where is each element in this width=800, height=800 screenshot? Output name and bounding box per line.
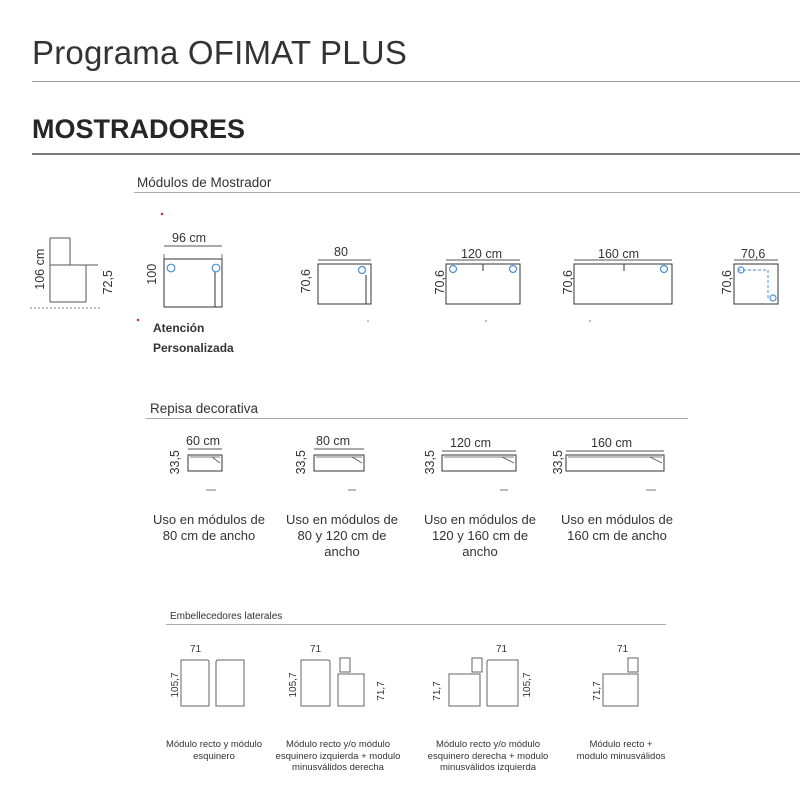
- module-corner-depth-label: 70,6: [719, 270, 734, 295]
- modulos-divider: [134, 192, 800, 193]
- emb-2-low-label: 71,7: [376, 681, 387, 701]
- modulos-title: Módulos de Mostrador: [137, 175, 272, 190]
- emb-2-height-label: 105,7: [288, 672, 299, 698]
- section-title: MOSTRADORES: [32, 114, 246, 144]
- module-160-width-label: 160 cm: [598, 247, 639, 261]
- red-marker: [136, 318, 140, 322]
- repisa-60-caption: Uso en módulos de 80 cm de ancho: [152, 512, 265, 543]
- module-120-drawing: [444, 258, 524, 328]
- repisa-80-width-label: 80 cm: [316, 434, 351, 448]
- side-counter-label: 72,5: [100, 270, 115, 295]
- emb-3-height-label: 105,7: [522, 672, 533, 698]
- side-elevation-drawing: [30, 232, 105, 314]
- emb-4-width-label: 71: [617, 644, 629, 655]
- repisa-160-drawing: [564, 449, 668, 499]
- repisa-80-caption: Uso en módulos de 80 y 120 cm de ancho: [285, 512, 398, 559]
- emb-4-low-label: 71,7: [592, 681, 603, 701]
- module-160-drawing: [572, 258, 676, 328]
- emb-4-drawing: [600, 656, 650, 712]
- repisa-160-caption: Uso en módulos de 160 cm de ancho: [560, 512, 673, 543]
- embellecedores-divider: [166, 624, 666, 625]
- header-divider: [32, 81, 800, 82]
- repisa-60-width-label: 60 cm: [186, 434, 221, 448]
- module-120-depth-label: 70,6: [432, 270, 447, 295]
- repisa-60-drawing: [186, 447, 226, 497]
- module-80-depth-label: 70,6: [298, 269, 313, 294]
- emb-2-caption: Módulo recto y/o módulo esquinero izquierda + modulo minusválidos derecha: [275, 739, 401, 773]
- emb-2-drawing: [298, 656, 374, 712]
- repisa-80-drawing: [312, 447, 368, 497]
- module-160-depth-label: 70,6: [560, 270, 575, 295]
- module-96-depth-label: 100: [144, 263, 159, 285]
- embellecedores-title: Embellecedores laterales: [170, 611, 283, 622]
- atencion-caption-line1: Atención: [153, 321, 205, 335]
- module-120-width-label: 120 cm: [461, 247, 502, 261]
- emb-1-height-label: 105,7: [170, 672, 181, 698]
- repisa-title: Repisa decorativa: [150, 401, 259, 416]
- module-corner-width-label: 70,6: [741, 247, 766, 261]
- emb-2-width-label: 71: [310, 644, 322, 655]
- section-divider: [32, 153, 800, 155]
- repisa-120-drawing: [440, 449, 520, 499]
- module-80-width-label: 80: [334, 245, 348, 259]
- repisa-160-width-label: 160 cm: [591, 436, 632, 450]
- emb-1-caption: Módulo recto y módulo esquinero: [165, 739, 263, 762]
- program-title: Programa OFIMAT PLUS: [32, 34, 408, 71]
- repisa-80-height-label: 33,5: [293, 450, 308, 475]
- module-80-drawing: [316, 258, 376, 328]
- emb-1-drawing: [178, 658, 250, 710]
- module-96-width-label: 96 cm: [172, 231, 207, 245]
- emb-3-drawing: [446, 656, 522, 712]
- repisa-160-height-label: 33,5: [550, 450, 565, 475]
- emb-3-caption: Módulo recto y/o módulo esquinero derecha + modulo minusválidos izquierda: [427, 739, 549, 773]
- repisa-120-caption: Uso en módulos de 120 y 160 cm de ancho: [423, 512, 536, 559]
- emb-3-width-label: 71: [496, 644, 508, 655]
- emb-1-width-label: 71: [190, 644, 202, 655]
- emb-4-caption: Módulo recto + modulo minusválidos: [576, 739, 666, 762]
- repisa-120-height-label: 33,5: [422, 450, 437, 475]
- repisa-60-height-label: 33,5: [167, 450, 182, 475]
- module-96-drawing: [158, 210, 230, 310]
- atencion-caption: [153, 318, 234, 358]
- repisa-120-width-label: 120 cm: [450, 436, 491, 450]
- side-height-label: 106 cm: [32, 248, 47, 290]
- module-corner-drawing: [732, 258, 792, 328]
- atencion-caption-line2: Personalizada: [153, 341, 234, 355]
- repisa-divider: [146, 418, 688, 419]
- emb-3-low-label: 71,7: [432, 681, 443, 701]
